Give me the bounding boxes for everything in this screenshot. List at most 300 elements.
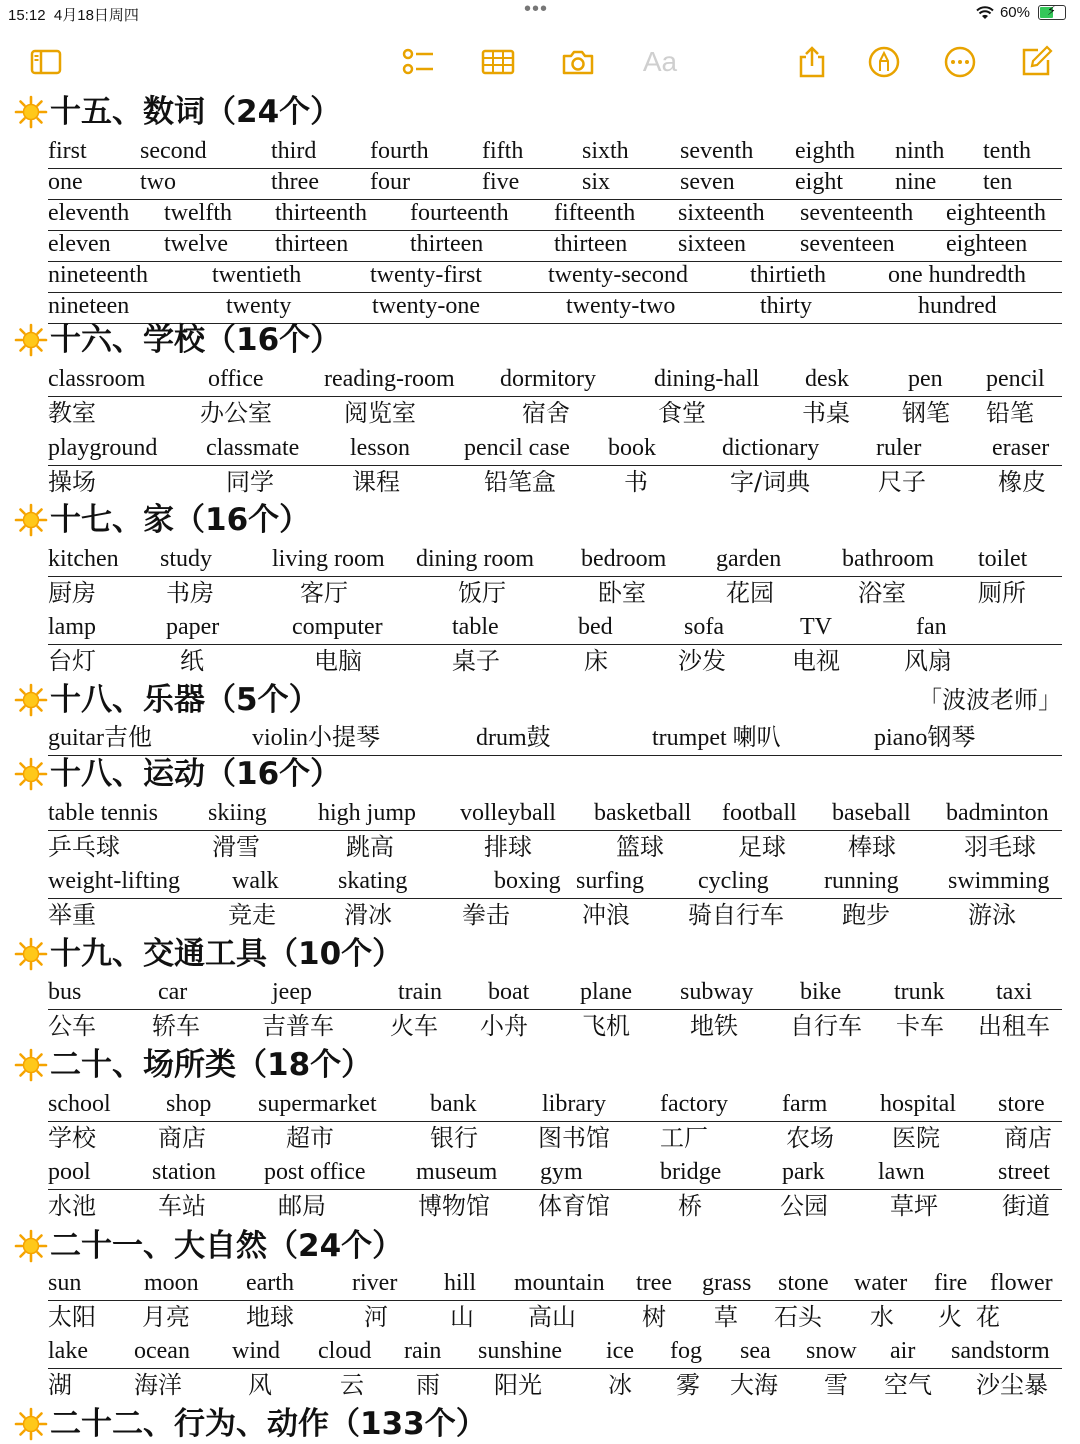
english-word: river [352, 1270, 398, 1296]
english-word: sixth [582, 138, 629, 164]
sun-emoji-icon [14, 503, 48, 537]
english-word: two [140, 169, 176, 195]
wifi-icon [976, 6, 994, 20]
english-word: volleyball [460, 800, 556, 826]
battery-icon: ⚡ [1038, 5, 1066, 20]
chinese-word: 学校 [48, 1124, 96, 1152]
english-word: nineteen [48, 293, 130, 319]
chinese-word: 排球 [484, 833, 532, 861]
english-word: sixteenth [678, 200, 765, 226]
chinese-word: 大海 [730, 1371, 778, 1399]
english-word: eighteen [946, 231, 1028, 257]
notes-toolbar [0, 36, 1080, 88]
english-word: paper [166, 614, 220, 640]
english-word: five [482, 169, 520, 195]
chinese-word: 羽毛球 [964, 833, 1036, 861]
english-word: sunshine [478, 1338, 562, 1364]
chinese-meaning-row [48, 832, 1062, 862]
section-title: 二十二、行为、动作（133个） [50, 1406, 487, 1442]
english-word: twenty-one [372, 293, 480, 319]
chinese-word: 阳光 [494, 1371, 542, 1399]
english-word: stone [778, 1270, 829, 1296]
english-word: mountain [514, 1270, 605, 1296]
chinese-word: 风扇 [904, 647, 952, 675]
chinese-word: 草坪 [890, 1192, 938, 1220]
chinese-word: 博物馆 [418, 1192, 490, 1220]
status-time: 15:12 4月18日周四 [8, 7, 139, 24]
chinese-word: 水池 [48, 1192, 96, 1220]
english-word: plane [580, 979, 632, 1005]
english-word: street [998, 1159, 1050, 1185]
english-word: seven [680, 169, 735, 195]
english-word: park [782, 1159, 825, 1185]
english-word: shop [166, 1091, 212, 1117]
english-word-row [48, 1270, 1062, 1301]
english-word: running [824, 868, 899, 894]
english-word: sofa [684, 614, 724, 640]
english-word: station [152, 1159, 216, 1185]
english-word: lesson [350, 435, 410, 461]
english-word: boxing [494, 868, 561, 894]
english-word: cycling [698, 868, 769, 894]
english-word: third [271, 138, 317, 164]
english-word: hospital [880, 1091, 956, 1117]
chinese-word: 地球 [246, 1303, 294, 1331]
english-word: ice [606, 1338, 634, 1364]
chinese-word: 电视 [792, 647, 840, 675]
english-word: post office [264, 1159, 366, 1185]
english-word: baseball [832, 800, 911, 826]
english-word: table [452, 614, 499, 640]
english-word: three [271, 169, 319, 195]
english-word: flower [990, 1270, 1053, 1296]
chinese-word: 公园 [780, 1192, 828, 1220]
english-word: factory [660, 1091, 728, 1117]
english-word: dormitory [500, 366, 596, 392]
english-word-row [48, 138, 1062, 169]
chinese-word: 字/词典 [730, 468, 811, 496]
english-word: swimming [948, 868, 1050, 894]
english-word: dining room [416, 546, 534, 572]
english-word: ruler [876, 435, 922, 461]
sun-emoji-icon [14, 1229, 48, 1263]
chinese-word: 雪 [824, 1371, 848, 1399]
chinese-word: 街道 [1002, 1192, 1050, 1220]
english-word: hundred [918, 293, 997, 319]
chinese-word: 游泳 [968, 901, 1016, 929]
chinese-word: 空气 [884, 1371, 932, 1399]
chinese-word: 书 [624, 468, 648, 496]
english-word: sixteen [678, 231, 746, 257]
chinese-word: 铅笔盒 [484, 468, 556, 496]
chinese-word: 桌子 [452, 647, 500, 675]
english-word: gym [540, 1159, 583, 1185]
english-word-row [48, 1159, 1062, 1190]
more-options-icon[interactable] [940, 42, 980, 82]
english-word: pool [48, 1159, 91, 1185]
section-title: 十五、数词（24个） [50, 94, 342, 130]
chinese-meaning-row [48, 1011, 1062, 1041]
english-word-row [48, 366, 1062, 397]
chinese-word: 竞走 [228, 901, 276, 929]
english-word: fog [670, 1338, 702, 1364]
english-word: office [208, 366, 264, 392]
english-word: school [48, 1091, 111, 1117]
english-word: tenth [983, 138, 1031, 164]
english-word: dining-hall [654, 366, 760, 392]
chinese-word: 公车 [48, 1012, 96, 1040]
english-word: bridge [660, 1159, 722, 1185]
chinese-word: 足球 [738, 833, 786, 861]
section-title: 十九、交通工具（10个） [50, 936, 404, 972]
text-format-icon[interactable]: Aa [642, 46, 678, 77]
chinese-word: 沙尘暴 [976, 1371, 1048, 1399]
chinese-word: 滑雪 [212, 833, 260, 861]
section-title: 十七、家（16个） [50, 502, 311, 538]
chinese-word: 雾 [676, 1371, 700, 1399]
section-heading [14, 934, 403, 974]
english-word: eighteenth [946, 200, 1046, 226]
chinese-word: 尺子 [878, 468, 926, 496]
english-word: computer [292, 614, 383, 640]
section-title: 二十一、大自然（24个） [50, 1228, 404, 1264]
english-word: trunk [894, 979, 945, 1005]
english-word: playground [48, 435, 158, 461]
english-word: first [48, 138, 87, 164]
english-word: museum [416, 1159, 498, 1185]
english-word: lamp [48, 614, 96, 640]
chinese-word: 云 [340, 1371, 364, 1399]
english-word: bed [578, 614, 613, 640]
section-heading [14, 1045, 372, 1085]
chinese-word: 火 [938, 1303, 962, 1331]
chinese-word: 商店 [1004, 1124, 1052, 1152]
chinese-word: 书桌 [802, 399, 850, 427]
chinese-word: 台灯 [48, 647, 96, 675]
english-word: thirteen [554, 231, 628, 257]
chinese-meaning-row [48, 578, 1062, 608]
chinese-word: 风 [248, 1371, 272, 1399]
english-word: thirteenth [275, 200, 367, 226]
english-word: thirteen [410, 231, 484, 257]
section-title: 十六、学校（16个） [50, 322, 342, 358]
sun-emoji-icon [14, 1407, 48, 1441]
english-word: thirtieth [750, 262, 826, 288]
english-word: grass [702, 1270, 752, 1296]
section-heading [14, 1226, 403, 1266]
chinese-meaning-row [48, 398, 1062, 428]
chinese-word: 高山 [528, 1303, 576, 1331]
chinese-word: 花 [976, 1303, 1000, 1331]
chinese-word: 车站 [158, 1192, 206, 1220]
sun-emoji-icon [14, 95, 48, 129]
chinese-word: 客厅 [300, 579, 348, 607]
english-word: bedroom [581, 546, 667, 572]
chinese-word: 河 [364, 1303, 388, 1331]
english-word: walk [232, 868, 279, 894]
chinese-word: 桥 [678, 1192, 702, 1220]
english-word: surfing [576, 868, 644, 894]
chinese-word: 钢笔 [902, 399, 950, 427]
english-word: train [398, 979, 442, 1005]
chinese-word: 乒乓球 [48, 833, 120, 861]
sun-emoji-icon [14, 683, 48, 717]
english-word: tree [636, 1270, 672, 1296]
checklist-icon[interactable] [398, 42, 438, 82]
english-word: twenty-first [370, 262, 482, 288]
sun-emoji-icon [14, 757, 48, 791]
chinese-word: 篮球 [616, 833, 664, 861]
english-word: fifteenth [554, 200, 636, 226]
table-icon[interactable] [478, 42, 518, 82]
english-word: subway [680, 979, 754, 1005]
markup-pen-icon[interactable] [864, 42, 904, 82]
english-word-row [48, 868, 1062, 899]
english-word: moon [144, 1270, 199, 1296]
english-word: football [722, 800, 797, 826]
chinese-word: 石头 [774, 1303, 822, 1331]
chinese-word: 花园 [726, 579, 774, 607]
chinese-word: 图书馆 [538, 1124, 610, 1152]
chinese-word: 商店 [158, 1124, 206, 1152]
chinese-word: 铅笔 [986, 399, 1034, 427]
english-word-row [48, 262, 1062, 293]
english-word: thirteen [275, 231, 349, 257]
compose-icon[interactable] [1016, 42, 1056, 82]
status-bar [0, 0, 1080, 28]
chinese-word: 阅览室 [344, 399, 416, 427]
english-word-row [48, 1338, 1062, 1369]
english-word: eraser [992, 435, 1050, 461]
chinese-meaning-row [48, 900, 1062, 930]
english-word: guitar吉他 [48, 725, 152, 751]
english-word: twenty-two [566, 293, 676, 319]
english-word: lake [48, 1338, 88, 1364]
chinese-word: 银行 [430, 1124, 478, 1152]
chinese-word: 雨 [416, 1371, 440, 1399]
english-word: one hundredth [888, 262, 1026, 288]
status-right [976, 4, 1066, 21]
chinese-word: 轿车 [152, 1012, 200, 1040]
english-word: fourteenth [410, 200, 509, 226]
english-word: supermarket [258, 1091, 377, 1117]
share-icon[interactable] [792, 42, 832, 82]
english-word: twenty [226, 293, 292, 319]
english-word: wind [232, 1338, 280, 1364]
english-word: garden [716, 546, 782, 572]
english-word: nine [895, 169, 937, 195]
english-word: one [48, 169, 83, 195]
english-word: farm [782, 1091, 828, 1117]
section-title: 十八、运动（16个） [50, 756, 342, 792]
english-word: sea [740, 1338, 771, 1364]
chinese-word: 湖 [48, 1371, 72, 1399]
section-heading [14, 1404, 487, 1444]
chinese-word: 自行车 [790, 1012, 862, 1040]
chinese-word: 农场 [786, 1124, 834, 1152]
chinese-meaning-row [48, 646, 1062, 676]
english-word: four [370, 169, 410, 195]
english-word: second [140, 138, 207, 164]
chinese-word: 电脑 [314, 647, 362, 675]
chinese-word: 棒球 [848, 833, 896, 861]
chinese-word: 食堂 [658, 399, 706, 427]
chinese-word: 太阳 [48, 1303, 96, 1331]
english-word: sandstorm [951, 1338, 1050, 1364]
english-word: seventeenth [800, 200, 914, 226]
english-word: seventh [680, 138, 754, 164]
chinese-word: 冰 [608, 1371, 632, 1399]
english-word: drum鼓 [476, 725, 551, 751]
multitasking-dots-icon[interactable]: ••• [524, 0, 549, 20]
chinese-word: 同学 [226, 468, 274, 496]
english-word: twentieth [212, 262, 302, 288]
english-word: bathroom [842, 546, 934, 572]
english-word: toilet [978, 546, 1028, 572]
english-word: thirty [760, 293, 812, 319]
chinese-word: 飞机 [582, 1012, 630, 1040]
author-note: 「波波老师」 [918, 686, 1062, 714]
english-word: piano钢琴 [874, 725, 976, 751]
english-word: sun [48, 1270, 82, 1296]
chinese-word: 宿舍 [522, 399, 570, 427]
chinese-word: 出租车 [978, 1012, 1050, 1040]
chinese-word: 海洋 [134, 1371, 182, 1399]
chinese-word: 吉普车 [262, 1012, 334, 1040]
chinese-word: 沙发 [678, 647, 726, 675]
chinese-word: 办公室 [200, 399, 272, 427]
chinese-word: 浴室 [858, 579, 906, 607]
english-word-row [48, 435, 1062, 466]
english-word: fire [934, 1270, 968, 1296]
section-heading [14, 320, 341, 360]
chinese-meaning-row [48, 467, 1062, 497]
chinese-word: 纸 [180, 647, 204, 675]
chinese-word: 拳击 [462, 901, 510, 929]
chinese-word: 厕所 [978, 579, 1026, 607]
english-word: table tennis [48, 800, 158, 826]
chinese-word: 跑步 [842, 901, 890, 929]
english-word: rain [404, 1338, 442, 1364]
chinese-word: 骑自行车 [688, 901, 784, 929]
chinese-word: 床 [584, 647, 608, 675]
english-word: jeep [272, 979, 312, 1005]
english-word: air [890, 1338, 916, 1364]
sun-emoji-icon [14, 1048, 48, 1082]
english-word: pen [908, 366, 943, 392]
english-word-row [48, 546, 1062, 577]
chinese-word: 饭厅 [458, 579, 506, 607]
english-word: ninth [895, 138, 945, 164]
english-word-row [48, 1091, 1062, 1122]
english-word: eight [795, 169, 843, 195]
english-word: ten [983, 169, 1013, 195]
english-word: lawn [878, 1159, 925, 1185]
chinese-word: 卧室 [598, 579, 646, 607]
section-heading [14, 92, 341, 132]
chinese-word: 体育馆 [538, 1192, 610, 1220]
english-word: book [608, 435, 656, 461]
chinese-word: 山 [450, 1303, 474, 1331]
english-word: basketball [594, 800, 692, 826]
chinese-word: 医院 [892, 1124, 940, 1152]
english-word: store [998, 1091, 1045, 1117]
chinese-word: 橡皮 [998, 468, 1046, 496]
english-word: skating [338, 868, 408, 894]
sun-emoji-icon [14, 937, 48, 971]
english-word: bus [48, 979, 82, 1005]
english-word-row [48, 725, 1062, 756]
chinese-word: 地铁 [690, 1012, 738, 1040]
english-word-row [48, 169, 1062, 200]
english-word: hill [444, 1270, 477, 1296]
english-word: bike [800, 979, 842, 1005]
section-title: 二十、场所类（18个） [50, 1047, 373, 1083]
chinese-word: 厨房 [48, 579, 96, 607]
sun-emoji-icon [14, 323, 48, 357]
english-word: water [854, 1270, 908, 1296]
chinese-word: 书房 [166, 579, 214, 607]
chinese-word: 课程 [352, 468, 400, 496]
english-word: ocean [134, 1338, 190, 1364]
english-word: fan [916, 614, 947, 640]
chinese-meaning-row [48, 1302, 1062, 1332]
english-word: weight-lifting [48, 868, 180, 894]
chinese-meaning-row [48, 1123, 1062, 1153]
section-title: 十八、乐器（5个） [50, 682, 320, 718]
english-word: dictionary [722, 435, 820, 461]
english-word: six [582, 169, 611, 195]
sidebar-toggle-icon[interactable] [26, 42, 66, 82]
section-heading [14, 754, 341, 794]
chinese-word: 滑冰 [344, 901, 392, 929]
section-heading [14, 680, 320, 720]
english-word: snow [806, 1338, 857, 1364]
english-word: seventeen [800, 231, 895, 257]
chinese-word: 举重 [48, 901, 96, 929]
chinese-word: 火车 [390, 1012, 438, 1040]
chinese-meaning-row [48, 1370, 1062, 1400]
chinese-word: 工厂 [660, 1124, 708, 1152]
english-word: reading-room [324, 366, 455, 392]
camera-icon[interactable] [558, 42, 598, 82]
chinese-word: 邮局 [278, 1192, 326, 1220]
chinese-word: 跳高 [346, 833, 394, 861]
english-word: twelve [164, 231, 228, 257]
english-word: cloud [318, 1338, 372, 1364]
english-word-row [48, 231, 1062, 262]
english-word: living room [272, 546, 385, 572]
section-heading [14, 500, 310, 540]
chinese-word: 树 [642, 1303, 666, 1331]
english-word: fifth [482, 138, 524, 164]
english-word: taxi [996, 979, 1032, 1005]
english-word: bank [430, 1091, 477, 1117]
english-word: earth [246, 1270, 294, 1296]
chinese-word: 小舟 [480, 1012, 528, 1040]
english-word: TV [800, 614, 832, 640]
english-word-row [48, 979, 1062, 1010]
english-word-row [48, 200, 1062, 231]
chinese-word: 卡车 [896, 1012, 944, 1040]
english-word: twenty-second [548, 262, 688, 288]
english-word: badminton [946, 800, 1049, 826]
english-word-row [48, 614, 1062, 645]
chinese-word: 操场 [48, 468, 96, 496]
chinese-meaning-row [48, 1191, 1062, 1221]
english-word: violin小提琴 [252, 725, 381, 751]
english-word: high jump [318, 800, 417, 826]
